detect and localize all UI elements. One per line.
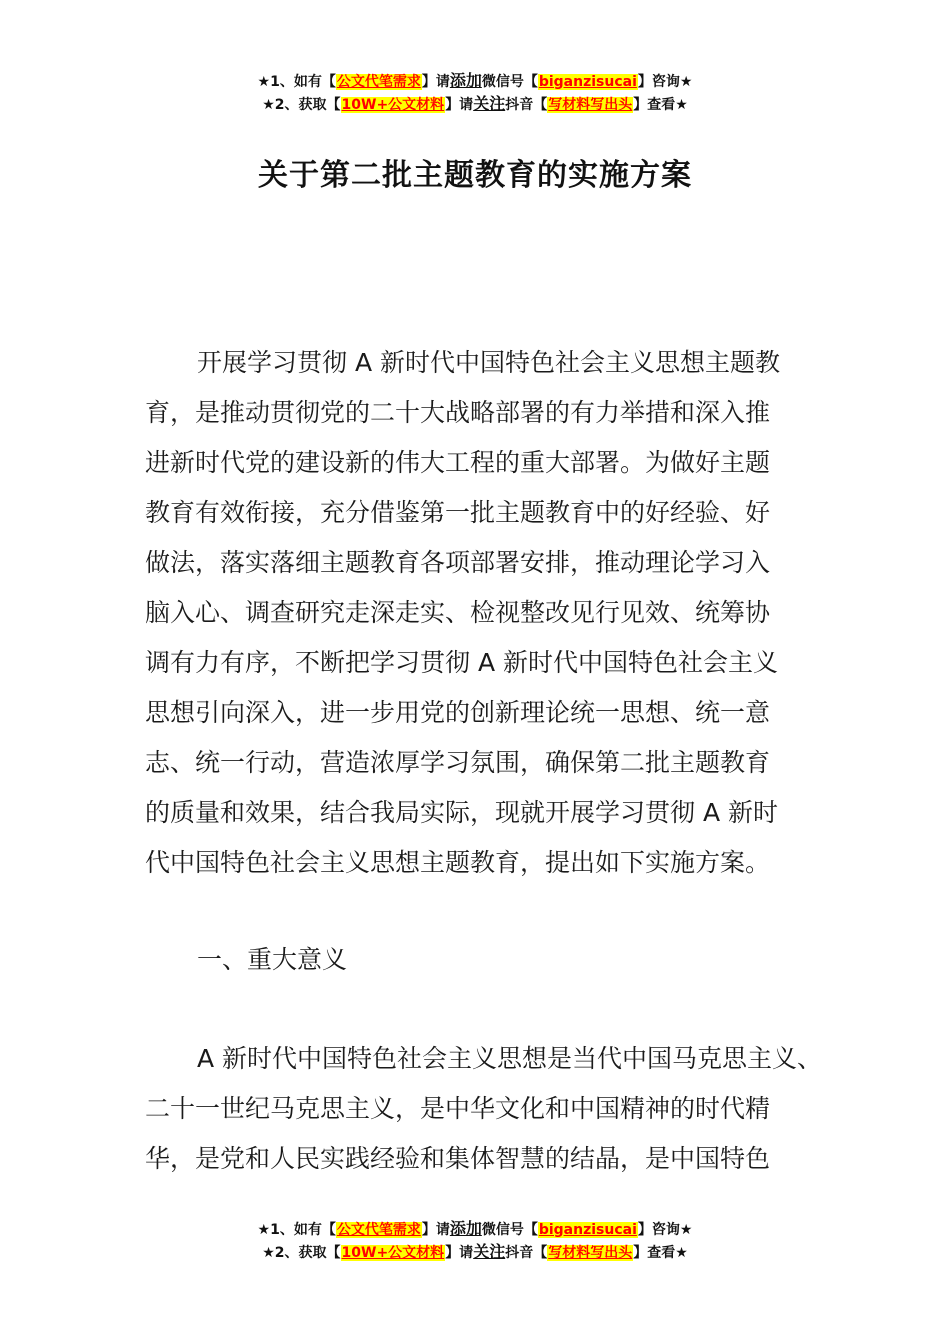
banner-text: 】查看★ xyxy=(633,1245,688,1261)
highlight-service: 公文代笔需求 xyxy=(336,1222,421,1238)
paragraph-line: 脑入心、调查研究走深走实、检视整改见行见效、统筹协 xyxy=(145,598,771,627)
banner-text: ★1、如有【 xyxy=(257,1222,336,1238)
banner-text: 】请 xyxy=(445,1245,474,1261)
paragraph-2 xyxy=(145,1034,823,1184)
banner-text: 微信号【 xyxy=(481,74,538,90)
banner-text: ★2、获取【 xyxy=(262,1245,341,1261)
paragraph-line: 育，是推动贯彻党的二十大战略部署的有力举措和深入推 xyxy=(145,398,771,427)
paragraph-line: 代中国特色社会主义思想主题教育，提出如下实施方案。 xyxy=(145,848,771,877)
paragraph-line: 二十一世纪马克思主义，是中华文化和中国精神的时代精 xyxy=(145,1094,771,1123)
footer-banner xyxy=(0,1218,950,1264)
banner-text: 抖音【 xyxy=(505,97,548,113)
paragraph-line: 的质量和效果，结合我局实际，现就开展学习贯彻 A 新时 xyxy=(145,798,778,827)
banner-emphasis: 添加 xyxy=(449,1219,482,1238)
paragraph-1 xyxy=(145,338,815,888)
highlight-wechat-id: biganzisucai xyxy=(538,1222,637,1238)
highlight-wechat-id: biganzisucai xyxy=(538,74,637,90)
banner-text: 】咨询★ xyxy=(637,1222,693,1238)
section-heading-text: 一、重大意义 xyxy=(197,945,348,974)
highlight-service: 公文代笔需求 xyxy=(336,74,421,90)
banner-text: 】请 xyxy=(445,97,474,113)
banner-text: 微信号【 xyxy=(481,1222,538,1238)
section-heading xyxy=(145,935,815,985)
paragraph-line: 进新时代党的建设新的伟大工程的重大部署。为做好主题 xyxy=(145,448,771,477)
footer-banner-line-1 xyxy=(0,1218,950,1241)
banner-text: ★1、如有【 xyxy=(257,74,336,90)
paragraph-line: 开展学习贯彻 A 新时代中国特色社会主义思想主题教 xyxy=(197,348,780,377)
banner-text: 抖音【 xyxy=(505,1245,548,1261)
header-banner xyxy=(0,70,950,116)
paragraph-line: 教育有效衔接，充分借鉴第一批主题教育中的好经验、好 xyxy=(145,498,771,527)
paragraph-line: A 新时代中国特色社会主义思想是当代中国马克思主义、 xyxy=(197,1044,823,1073)
highlight-materials: 10W+公文材料 xyxy=(341,1245,445,1261)
highlight-douyin-account: 写材料写出头 xyxy=(548,1245,633,1261)
header-banner-line-1 xyxy=(0,70,950,93)
banner-text: 】请 xyxy=(421,74,450,90)
footer-banner-line-2 xyxy=(0,1241,950,1264)
paragraph-line: 思想引向深入，进一步用党的创新理论统一思想、统一意 xyxy=(145,698,771,727)
banner-text: ★2、获取【 xyxy=(262,97,341,113)
paragraph-line: 调有力有序，不断把学习贯彻 A 新时代中国特色社会主义 xyxy=(145,648,778,677)
paragraph-line: 华，是党和人民实践经验和集体智慧的结晶，是中国特色 xyxy=(145,1144,771,1173)
highlight-douyin-account: 写材料写出头 xyxy=(548,97,633,113)
paragraph-line: 志、统一行动，营造浓厚学习氛围，确保第二批主题教育 xyxy=(145,748,771,777)
document-title: 关于第二批主题教育的实施方案 xyxy=(258,158,692,193)
banner-text: 】查看★ xyxy=(633,97,688,113)
banner-text: 】咨询★ xyxy=(637,74,693,90)
banner-emphasis: 添加 xyxy=(449,71,482,90)
highlight-materials: 10W+公文材料 xyxy=(341,97,445,113)
header-banner-line-2 xyxy=(0,93,950,116)
banner-emphasis: 关注 xyxy=(473,94,506,113)
banner-emphasis: 关注 xyxy=(473,1242,506,1261)
paragraph-line: 做法，落实落细主题教育各项部署安排，推动理论学习入 xyxy=(145,548,771,577)
banner-text: 】请 xyxy=(421,1222,450,1238)
